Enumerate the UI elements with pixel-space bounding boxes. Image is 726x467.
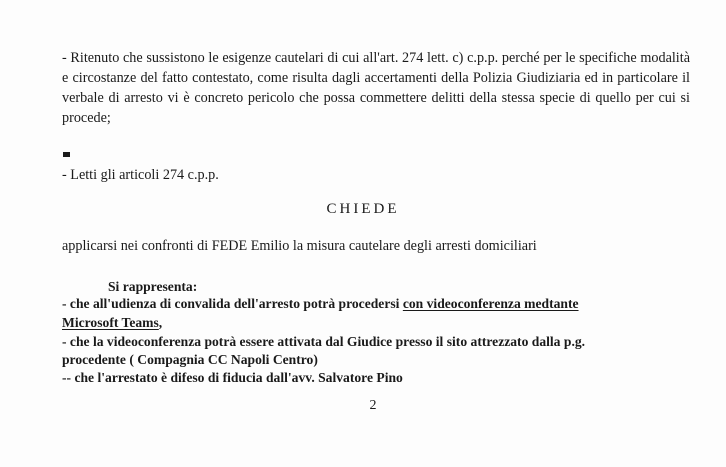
bullet-udienza-text: - che all'udienza di convalida dell'arresto potrà procedersi <box>62 296 403 311</box>
bullet-udienza-line2 <box>62 313 162 333</box>
bullet-udienza-comma: , <box>158 315 163 330</box>
underlined-microsoft-teams: Microsoft Teams <box>62 315 159 330</box>
paragraph-letti: - Letti gli articoli 274 c.p.p. <box>62 167 219 183</box>
bullet-mark <box>63 152 70 157</box>
bullet-difesa: -- che l'arrestato è difeso di fiducia dall'avv. Salvatore Pino <box>62 370 403 385</box>
bullet-udienza-line1 <box>62 294 579 314</box>
underlined-videoconferenza: con videoconferenza medtante <box>402 296 579 311</box>
page-number: 2 <box>369 398 377 413</box>
bullet-videoconferenza-line1: - che la videoconferenza potrà essere attivata dal Giudice presso il sito attrezzato dalla p.g. <box>62 334 586 349</box>
bullet-videoconferenza-line2: procedente ( Compagnia CC Napoli Centro) <box>62 352 318 367</box>
paragraph-applicarsi: applicarsi nei confronti di FEDE Emilio la misura cautelare degli arresti domiciliari <box>62 238 537 254</box>
heading-si-rappresenta: Si rappresenta: <box>108 279 198 294</box>
heading-chiede: CHIEDE <box>326 201 400 217</box>
paragraph-ritenuto: - Ritenuto che sussistono le esigenze cautelari di cui all'art. 274 lett. c) c.p.p. perché per le specifiche modalità e circostanze del fatto contestato, come risulta dagli accertamenti della Polizia Giudiziaria ed in particolare il verbale di arresto vi è concreto pericolo che possa commettere delitti della stessa specie di quello per cui si procede; <box>62 50 690 126</box>
